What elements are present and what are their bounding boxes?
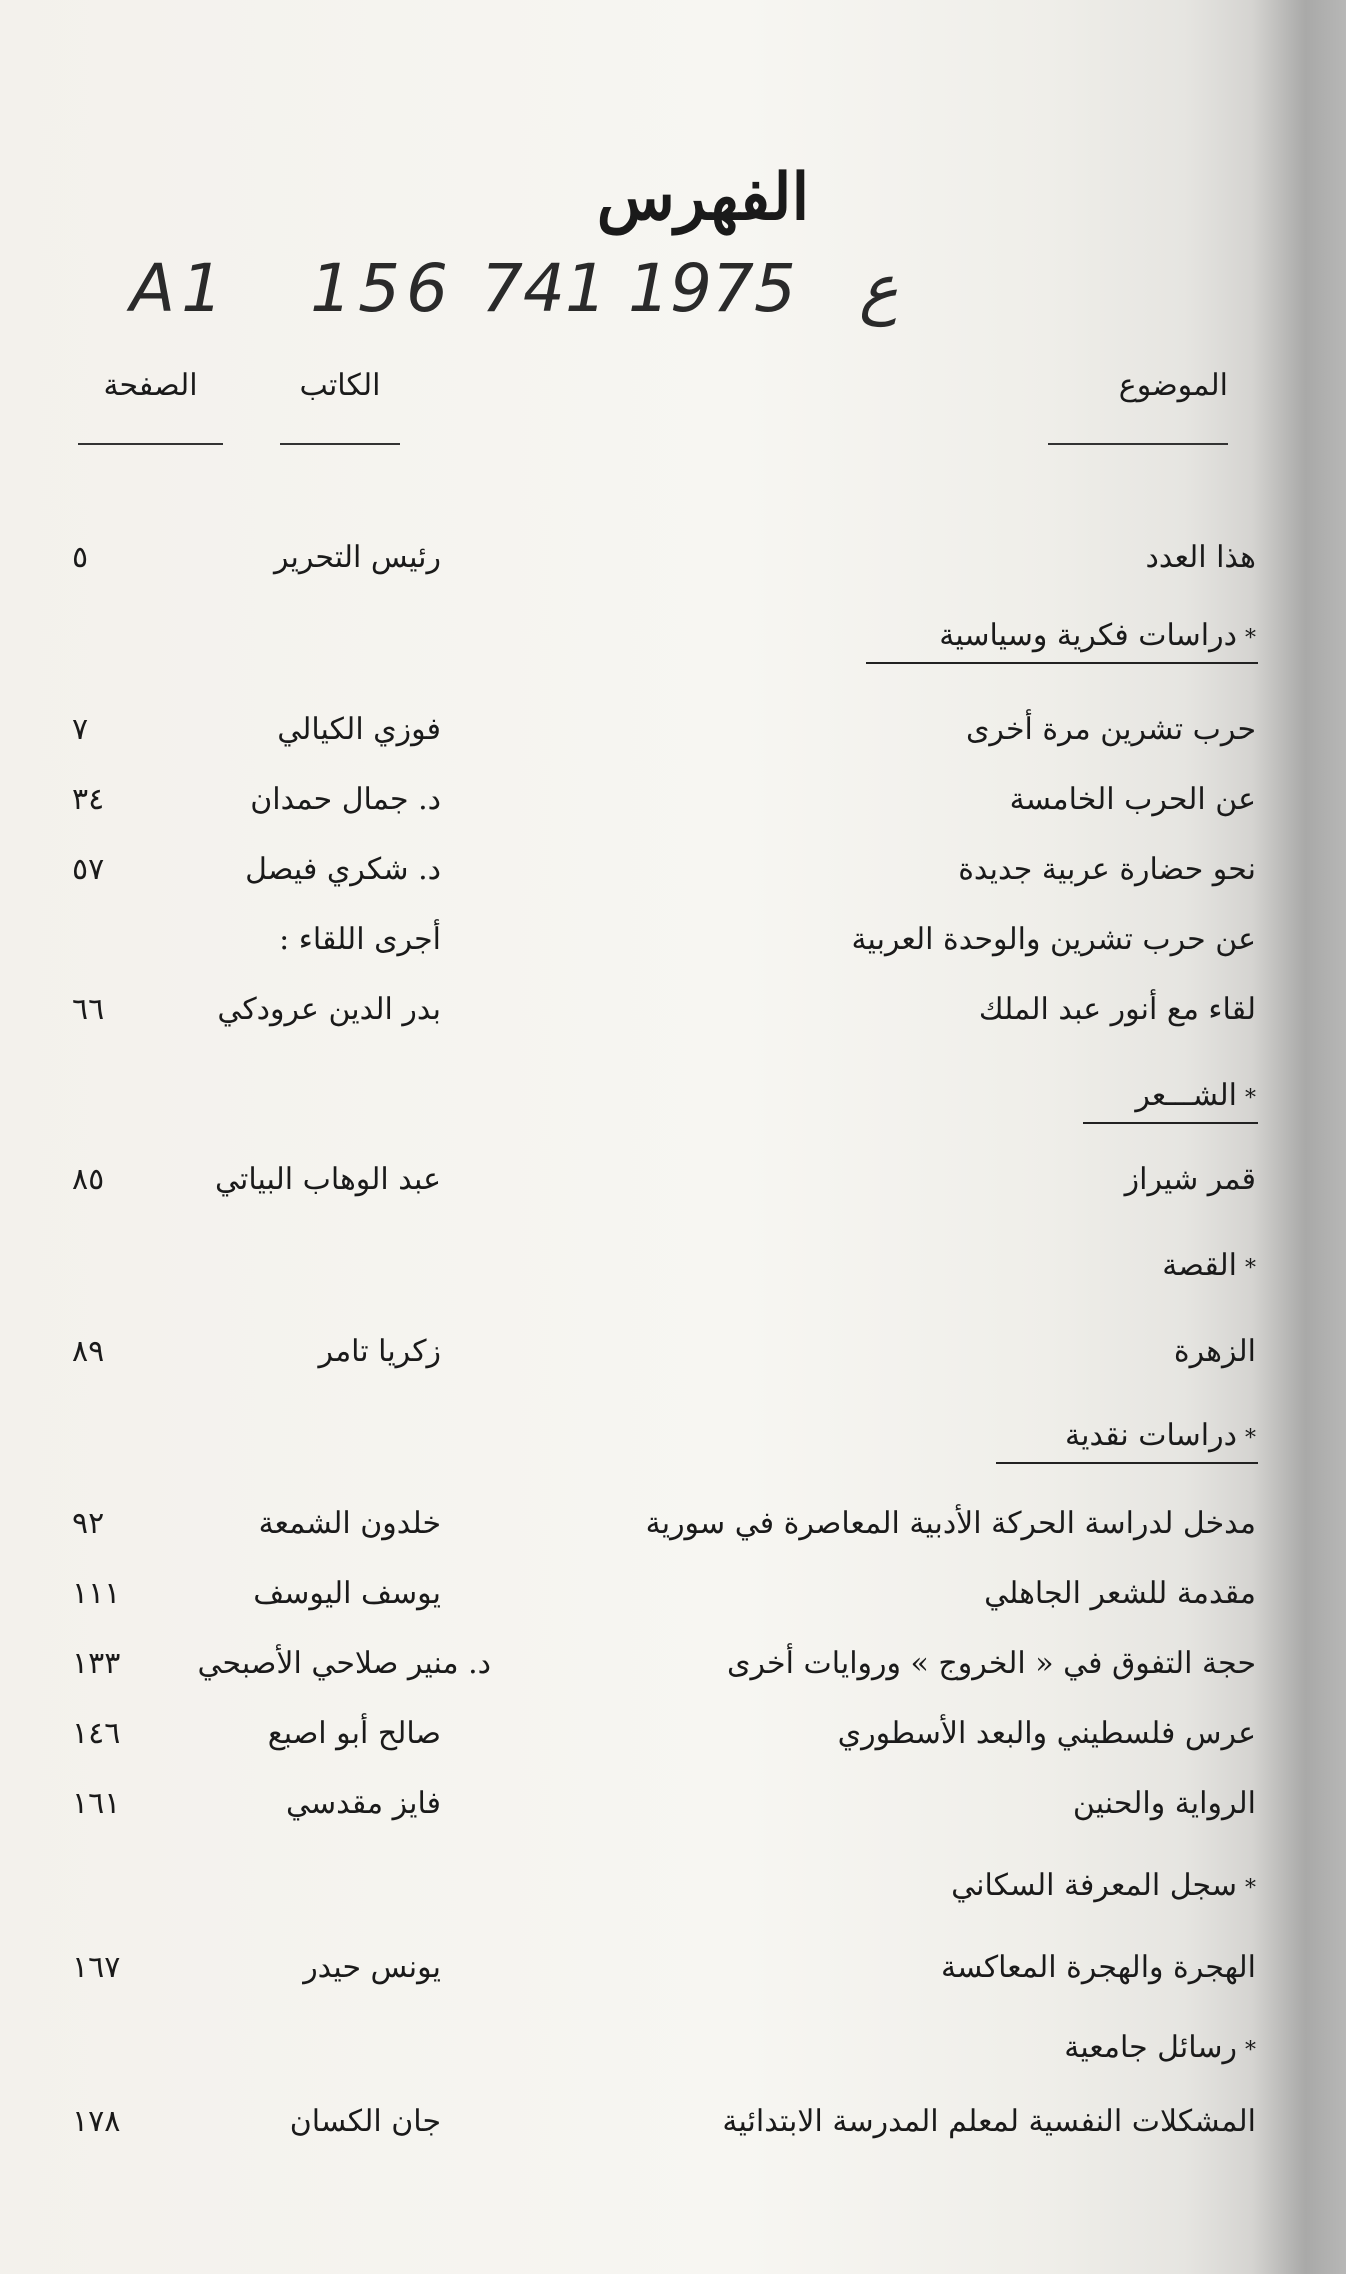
section-heading: [1064, 2030, 1256, 2065]
section-title: دراسات فكرية وسياسية: [939, 618, 1237, 653]
column-header-page-label: الصفحة: [103, 368, 198, 403]
toc-row: [0, 852, 1346, 902]
section-title: سجل المعرفة السكاني: [951, 1868, 1237, 1903]
toc-topic: الزهرة: [1173, 1334, 1256, 1369]
toc-author: د. جمال حمدان: [250, 782, 441, 817]
toc-row: [0, 1334, 1346, 1384]
toc-row: [0, 1576, 1346, 1626]
toc-page-number: ٧: [72, 712, 89, 747]
toc-author: د. منير صلاحي الأصبحي: [197, 1646, 491, 1681]
toc-topic: حجة التفوق في « الخروج » وروايات أخرى: [727, 1646, 1256, 1681]
toc-author: خلدون الشمعة: [258, 1506, 441, 1541]
section-title: دراسات نقدية: [1065, 1418, 1237, 1453]
toc-topic: نحو حضارة عربية جديدة: [958, 852, 1256, 887]
toc-topic: المشكلات النفسية لمعلم المدرسة الابتدائية: [722, 2104, 1256, 2139]
section-star: *: [1245, 1086, 1256, 1111]
toc-page-number: ٥٧: [72, 852, 105, 887]
toc-author: د. شكري فيصل: [245, 852, 441, 887]
toc-topic: عن حرب تشرين والوحدة العربية: [851, 922, 1256, 957]
toc-author: صالح أبو اصبع: [267, 1716, 441, 1751]
toc-author: زكريا تامر: [318, 1334, 441, 1369]
section-heading: [951, 1868, 1256, 1903]
section-heading: [1162, 1248, 1256, 1283]
section-title: الشـــعر: [1135, 1078, 1237, 1113]
toc-author: يوسف اليوسف: [253, 1576, 441, 1611]
toc-row: [0, 1506, 1346, 1556]
section-heading: [939, 618, 1256, 653]
handwritten-catalog-note: A1 156 ع 1975 741: [130, 250, 899, 327]
toc-row: [0, 1716, 1346, 1766]
section-star: *: [1245, 2038, 1256, 2063]
toc-author: رئيس التحرير: [273, 540, 441, 575]
toc-page-number: ٣٤: [72, 782, 105, 817]
toc-row: [0, 922, 1346, 972]
toc-topic: عرس فلسطيني والبعد الأسطوري: [837, 1716, 1256, 1751]
section-underline: [866, 662, 1258, 664]
toc-row: [0, 712, 1346, 762]
section-heading: [1065, 1418, 1256, 1453]
toc-topic: الرواية والحنين: [1072, 1786, 1256, 1821]
toc-page-number: ١٣٣: [72, 1646, 121, 1681]
toc-row: [0, 992, 1346, 1042]
toc-page-number: ١٦٧: [72, 1950, 121, 1985]
toc-page-number: ١٦١: [72, 1786, 121, 1821]
toc-author: عبد الوهاب البياتي: [214, 1162, 441, 1197]
section-star: *: [1245, 1876, 1256, 1901]
toc-page-number: ٦٦: [72, 992, 105, 1027]
toc-topic: مقدمة للشعر الجاهلي: [984, 1576, 1256, 1611]
toc-row: [0, 1950, 1346, 2000]
section-title: القصة: [1162, 1248, 1237, 1283]
toc-author: جان الكسان: [289, 2104, 441, 2139]
column-header-author-label: الكاتب: [299, 368, 381, 403]
toc-row: [0, 2104, 1346, 2154]
toc-page-number: ١٤٦: [72, 1716, 121, 1751]
toc-topic: قمر شيراز: [1124, 1162, 1256, 1197]
toc-topic: لقاء مع أنور عبد الملك: [978, 992, 1256, 1027]
section-star: *: [1245, 1426, 1256, 1451]
toc-page-number: ٨٥: [72, 1162, 105, 1197]
toc-row: [0, 1162, 1346, 1212]
toc-topic: حرب تشرين مرة أخرى: [965, 712, 1256, 747]
toc-author: بدر الدين عرودكي: [217, 992, 441, 1027]
toc-page-number: ١١١: [72, 1576, 121, 1611]
toc-page-number: ١٧٨: [72, 2104, 121, 2139]
section-underline: [996, 1462, 1258, 1464]
toc-row: [0, 540, 1346, 590]
section-underline: [1083, 1122, 1258, 1124]
column-header-topic-label: الموضوع: [1118, 368, 1228, 403]
toc-page-number: ٥: [72, 540, 89, 575]
toc-author: فوزي الكيالي: [277, 712, 441, 747]
toc-topic: مدخل لدراسة الحركة الأدبية المعاصرة في سورية: [645, 1506, 1256, 1541]
toc-row: [0, 1786, 1346, 1836]
toc-author: أجرى اللقاء :: [279, 922, 441, 957]
toc-author: فايز مقدسي: [285, 1786, 441, 1821]
toc-row: [0, 782, 1346, 832]
toc-topic: هذا العدد: [1145, 540, 1256, 575]
toc-page-number: ٨٩: [72, 1334, 105, 1369]
section-heading: [1135, 1078, 1256, 1113]
section-title: رسائل جامعية: [1064, 2030, 1237, 2065]
toc-author: يونس حيدر: [303, 1950, 441, 1985]
section-star: *: [1245, 1256, 1256, 1281]
toc-topic: عن الحرب الخامسة: [1009, 782, 1256, 817]
toc-page-number: ٩٢: [72, 1506, 105, 1541]
toc-topic: الهجرة والهجرة المعاكسة: [941, 1950, 1256, 1985]
page-title: الفهرس: [596, 160, 810, 235]
toc-row: [0, 1646, 1346, 1696]
section-star: *: [1245, 626, 1256, 651]
